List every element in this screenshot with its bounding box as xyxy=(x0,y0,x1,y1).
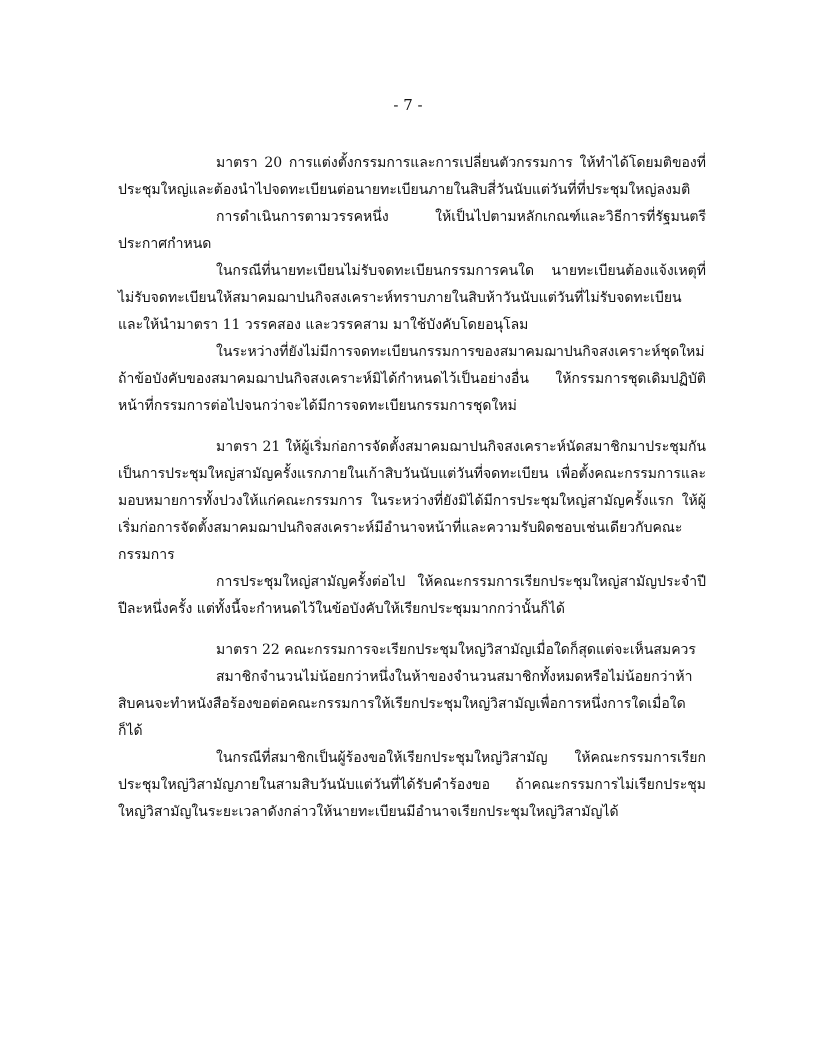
section-21-paragraph-1: มาตรา 21 ให้ผู้เริ่มก่อการจัดตั้งสมาคมฌาปนกิจสงเคราะห์นัดสมาชิกมาประชุมกันเป็นการประชุมใหญ่สามัญครั้งแรกภายในเก้าสิบวันนับแต่วันที่จดทะเบียน เพื่อตั้งคณะกรรมการและมอบหมายการทั้งปวงให้แก่คณะกรรมการ ในระหว่างที่ยังมิได้มีการประชุมใหญ่สามัญครั้งแรก ให้ผู้เริ่มก่อการจัดตั้งสมาคมฌาปนกิจสงเคราะห์มีอำนาจหน้าที่และความรับผิดชอบเช่นเดียวกับคณะกรรมการ xyxy=(118,439,706,563)
section-20-paragraph-2: การดำเนินการตามวรรคหนึ่ง ให้เป็นไปตามหลักเกณฑ์และวิธีการที่รัฐมนตรีประกาศกำหนด xyxy=(118,209,706,252)
section-22-paragraph-2: สมาชิกจำนวนไม่น้อยกว่าหนึ่งในห้าของจำนวนสมาชิกทั้งหมดหรือไม่น้อยกว่าห้าสิบคนจะทำหนังสือร้องขอต่อคณะกรรมการให้เรียกประชุมใหญ่วิสามัญเพื่อการหนึ่งการใดเมื่อใดก็ได้ xyxy=(118,669,693,739)
section-21-paragraph-2: การประชุมใหญ่สามัญครั้งต่อไป ให้คณะกรรมการเรียกประชุมใหญ่สามัญประจำปีปีละหนึ่งครั้ง แต่ทั้งนี้จะกำหนดไว้ในข้อบังคับให้เรียกประชุมมากกว่านั้นก็ได้ xyxy=(118,574,706,617)
section-22-paragraph-3: ในกรณีที่สมาชิกเป็นผู้ร้องขอให้เรียกประชุมใหญ่วิสามัญ ให้คณะกรรมการเรียกประชุมใหญ่วิสามัญภายในสามสิบวันนับแต่วันที่ได้รับคำร้องขอ ถ้าคณะกรรมการไม่เรียกประชุมใหญ่วิสามัญในระยะเวลาดังกล่าวให้นายทะเบียนมีอำนาจเรียกประชุมใหญ่วิสามัญได้ xyxy=(118,750,706,820)
section-22-paragraph-1: มาตรา 22 คณะกรรมการจะเรียกประชุมใหญ่วิสามัญเมื่อใดก็สุดแต่จะเห็นสมควร xyxy=(216,642,696,658)
section-20-paragraph-1: มาตรา 20 การแต่งตั้งกรรมการและการเปลี่ยนตัวกรรมการ ให้ทำได้โดยมติของที่ประชุมใหญ่และต้องนำไปจดทะเบียนต่อนายทะเบียนภายในสิบสี่วันนับแต่วันที่ที่ประชุมใหญ่ลงมติ xyxy=(118,155,706,198)
section-20-paragraph-4: ในระหว่างที่ยังไม่มีการจดทะเบียนกรรมการของสมาคมฌาปนกิจสงเคราะห์ชุดใหม่ ถ้าข้อบังคับของสมาคมฌาปนกิจสงเคราะห์มิได้กำหนดไว้เป็นอย่างอื่น ให้กรรมการชุดเดิมปฏิบัติหน้าที่กรรมการต่อไปจนกว่าจะได้มีการจดทะเบียนกรรมการชุดใหม่ xyxy=(118,344,706,414)
section-20-paragraph-3: ในกรณีที่นายทะเบียนไม่รับจดทะเบียนกรรมการคนใด นายทะเบียนต้องแจ้งเหตุที่ไม่รับจดทะเบียนให้สมาคมฌาปนกิจสงเคราะห์ทราบภายในสิบห้าวันนับแต่วันที่ไม่รับจดทะเบียน และให้นำมาตรา 11 วรรคสอง และวรรคสาม มาใช้บังคับโดยอนุโลม xyxy=(118,263,706,333)
page-number: - 7 - xyxy=(393,96,423,114)
document-body xyxy=(118,150,706,826)
